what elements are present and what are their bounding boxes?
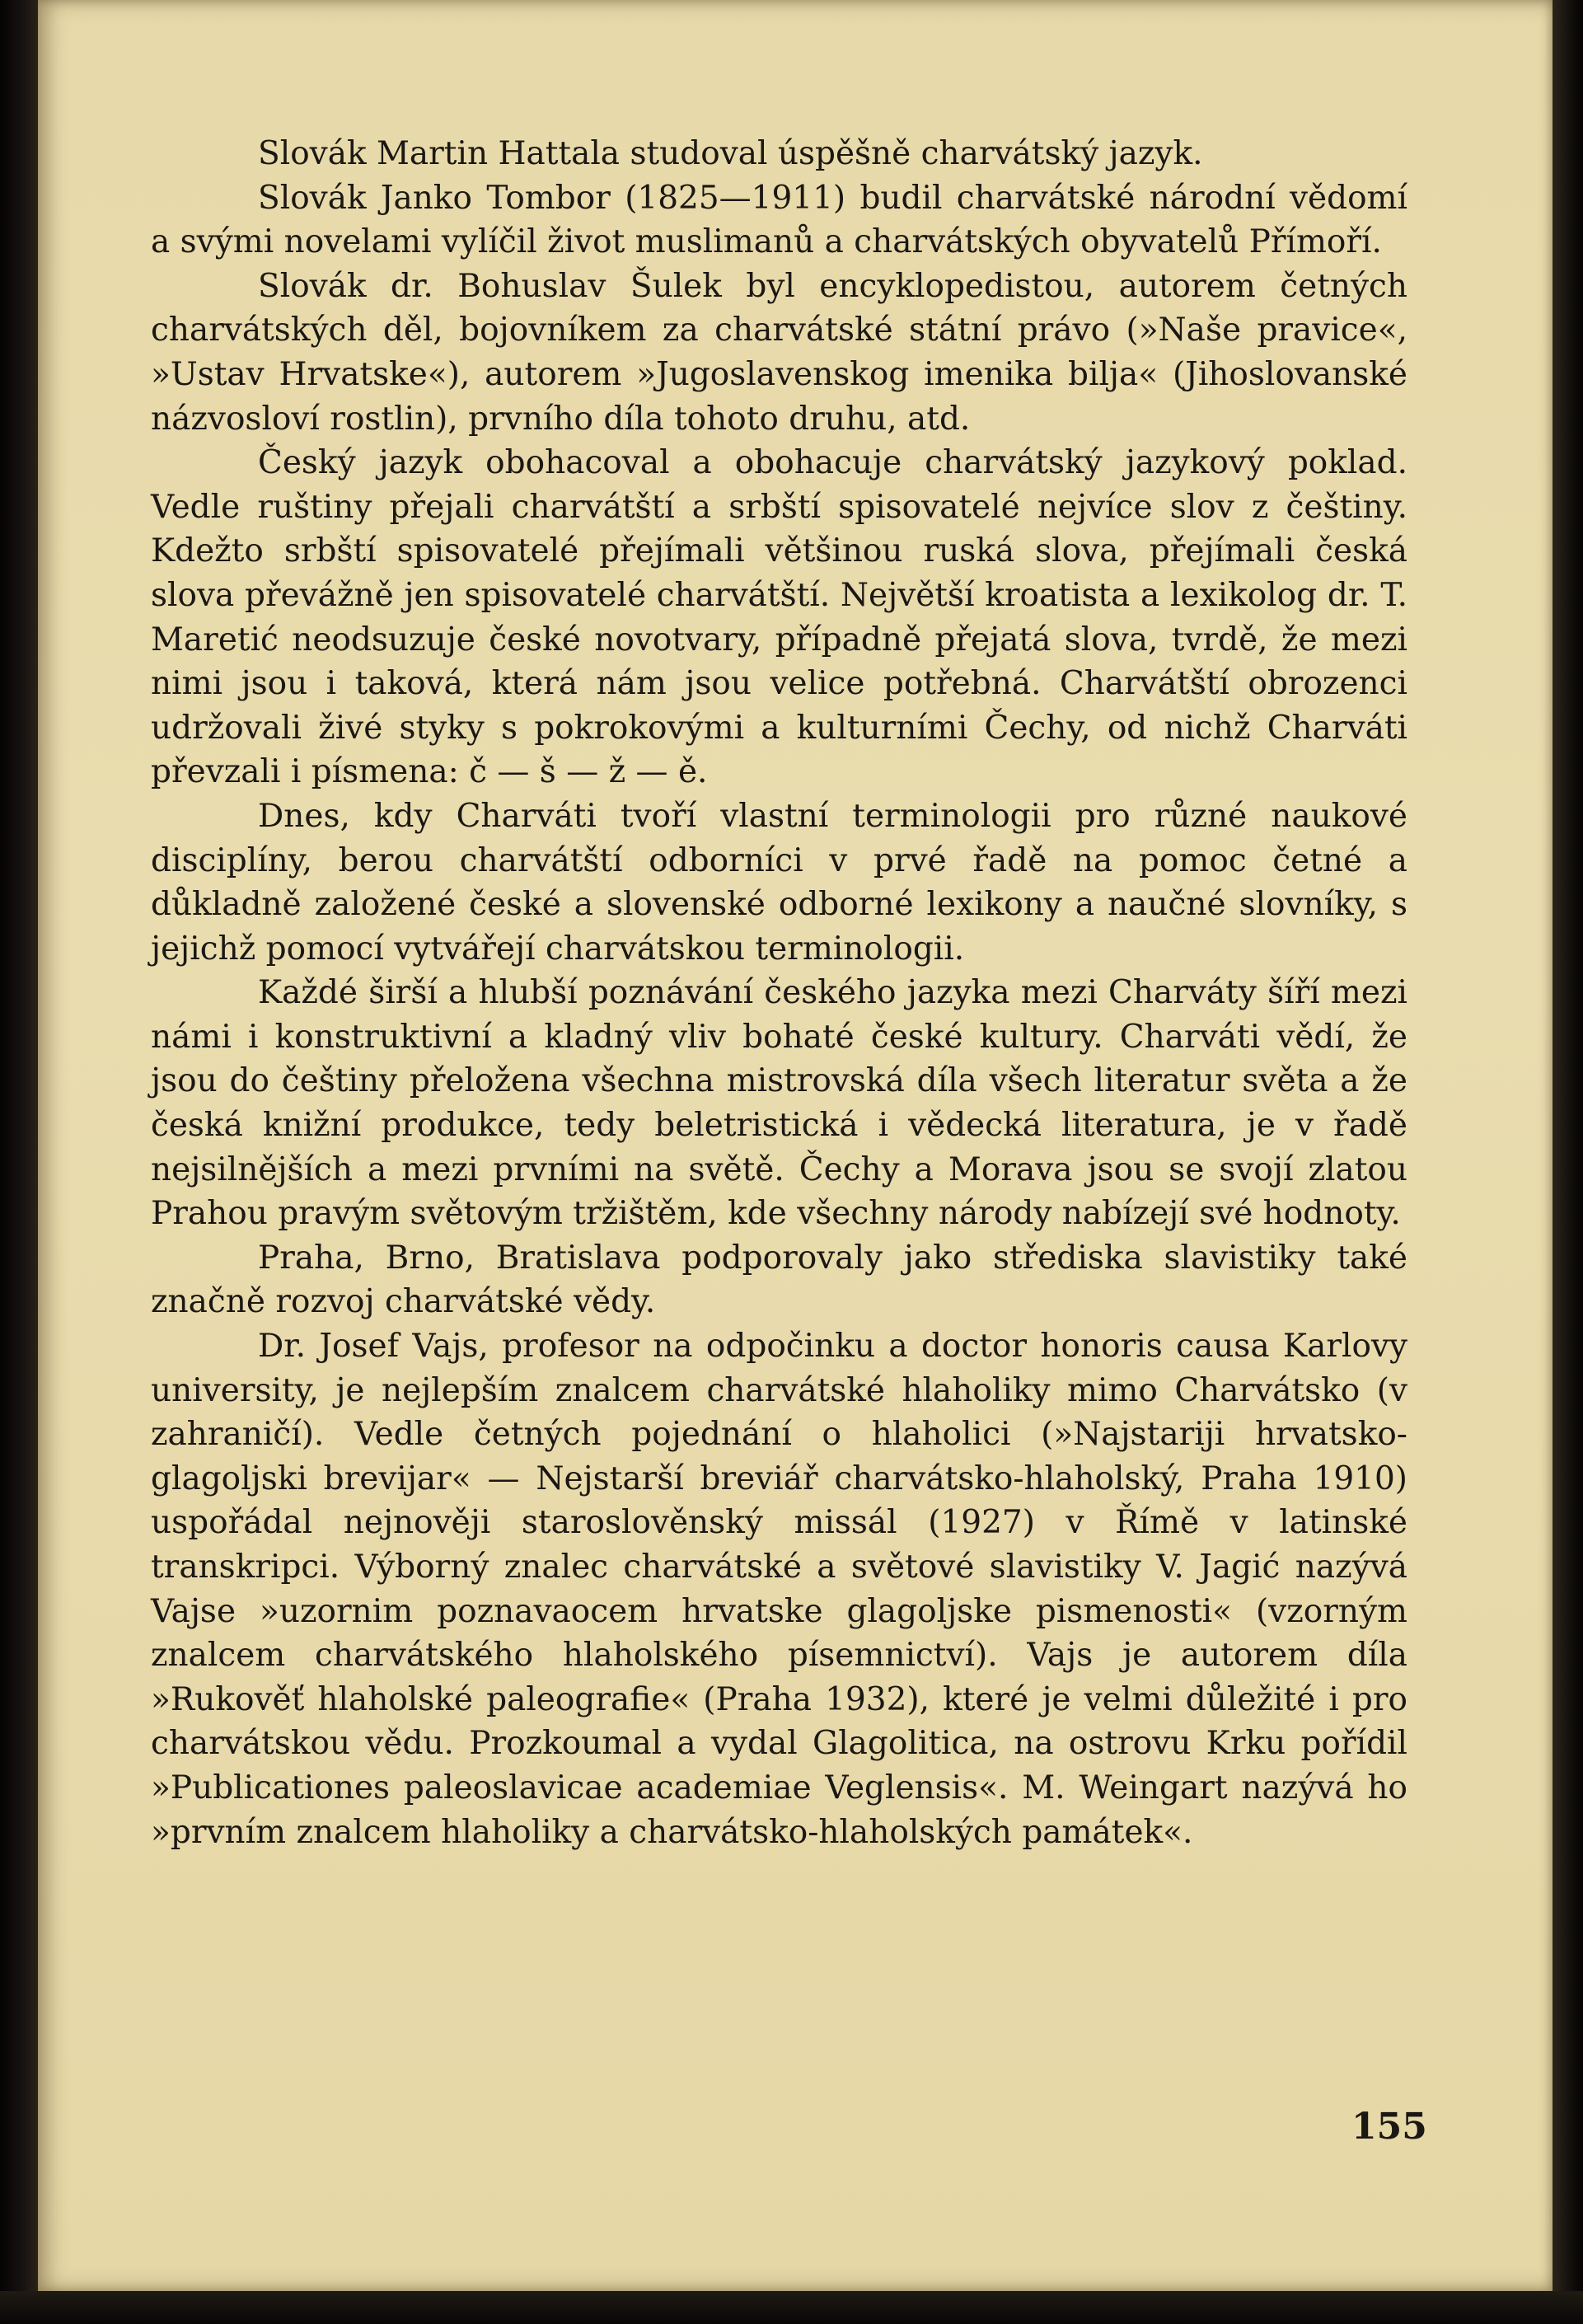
paragraph-czech-culture: Každé širší a hlubší poznávání českého jazyka mezi Charváty šíří mezi námi i konstruktivní a kladný vliv bohaté české kultury. Charváti vědí, že jsou do češtiny přeložena všechna mistrovská díla všech literatur světa a že česká knižní produkce, tedy beletristická i vědecká literatura, je v řadě nejsilnějších a mezi prvními na světě. Čechy a Morava jsou se svojí zlatou Prahou pravým světovým tržištěm, kde všechny národy nabízejí své hodnoty. (151, 974, 1407, 1233)
paragraph-terminology: Dnes, kdy Charváti tvoří vlastní terminologii pro různé naukové disciplíny, berou charvátští odborníci v prvé řadě na pomoc četné a důkladně založené české a slovenské odborné lexikony a naučné slovníky, s jejichž pomocí vytvářejí charvátskou terminologii. (151, 797, 1407, 968)
page-bottom-edge (0, 2291, 1583, 2324)
page-number: 155 (1351, 2106, 1427, 2148)
page-right-edge (1553, 0, 1583, 2324)
paragraph-sulek: Slovák dr. Bohuslav Šulek byl encyklopedistou, autorem četných charvátských děl, bojovníkem za charvátské státní právo (»Naše pravice«, »Ustav Hrvatske«), autorem »Jugoslavenskog imenika bilja« (Jihoslovanské názvosloví rostlin), prvního díla tohoto druhu, atd. (151, 267, 1407, 438)
book-spine-edge (0, 0, 38, 2324)
paragraph-tombor: Slovák Janko Tombor (1825—1911) budil charvátské národní vědomí a svými novelami vylíčil život muslimanů a charvátských obyvatelů Přímoří. (151, 179, 1407, 261)
paragraph-hattala: Slovák Martin Hattala studoval úspěšně charvátský jazyk. (258, 135, 1203, 172)
paragraph-slavistics-centers: Praha, Brno, Bratislava podporovaly jako střediska slavistiky také značně rozvoj charvátské vědy. (151, 1239, 1407, 1321)
body-text (151, 132, 1407, 1854)
paragraph-czech-language: Český jazyk obohacoval a obohacuje charvátský jazykový poklad. Vedle ruštiny přejali charvátští a srbští spisovatelé nejvíce slov z češtiny. Kdežto srbští spisovatelé přejímali většinou ruská slova, přejímali česká slova převážně jen spisovatelé charvátští. Největší kroatista a lexikolog dr. T. Maretić neodsuzuje české novotvary, případně přejatá slova, tvrdě, že mezi nimi jsou i taková, která nám jsou velice potřebná. Charvátští obrozenci udržovali živé styky s pokrokovými a kulturními Čechy, od nichž Charváti převzali i písmena: č — š — ž — ě. (151, 444, 1407, 791)
paragraph-vajs: Dr. Josef Vajs, profesor na odpočinku a doctor honoris causa Karlovy university, je nejlepším znalcem charvátské hlaholiky mimo Charvátsko (v zahraničí). Vedle četných pojednání o hlaholici (»Najstariji hrvatsko-glagoljski brevijar« — Nejstarší breviář charvátsko-hlaholský, Praha 1910) uspořádal nejnověji staroslověnský missál (1927) v Římě v latinské transkripci. Výborný znalec charvátské a světové slavistiky V. Jagić nazývá Vajse »uzornim poznavaocem hrvatske glagoljske pismenosti« (vzorným znalcem charvátského hlaholského písemnictví). Vajs je autorem díla »Rukověť hlaholské paleografie« (Praha 1932), které je velmi důležité i pro charvátskou vědu. Prozkoumal a vydal Glagolitica, na ostrovu Krku pořídil »Publicationes paleoslavicae academiae Veglensis«. M. Weingart nazývá ho »prvním znalcem hlaholiky a charvátsko-hlaholských památek«. (151, 1328, 1407, 1851)
